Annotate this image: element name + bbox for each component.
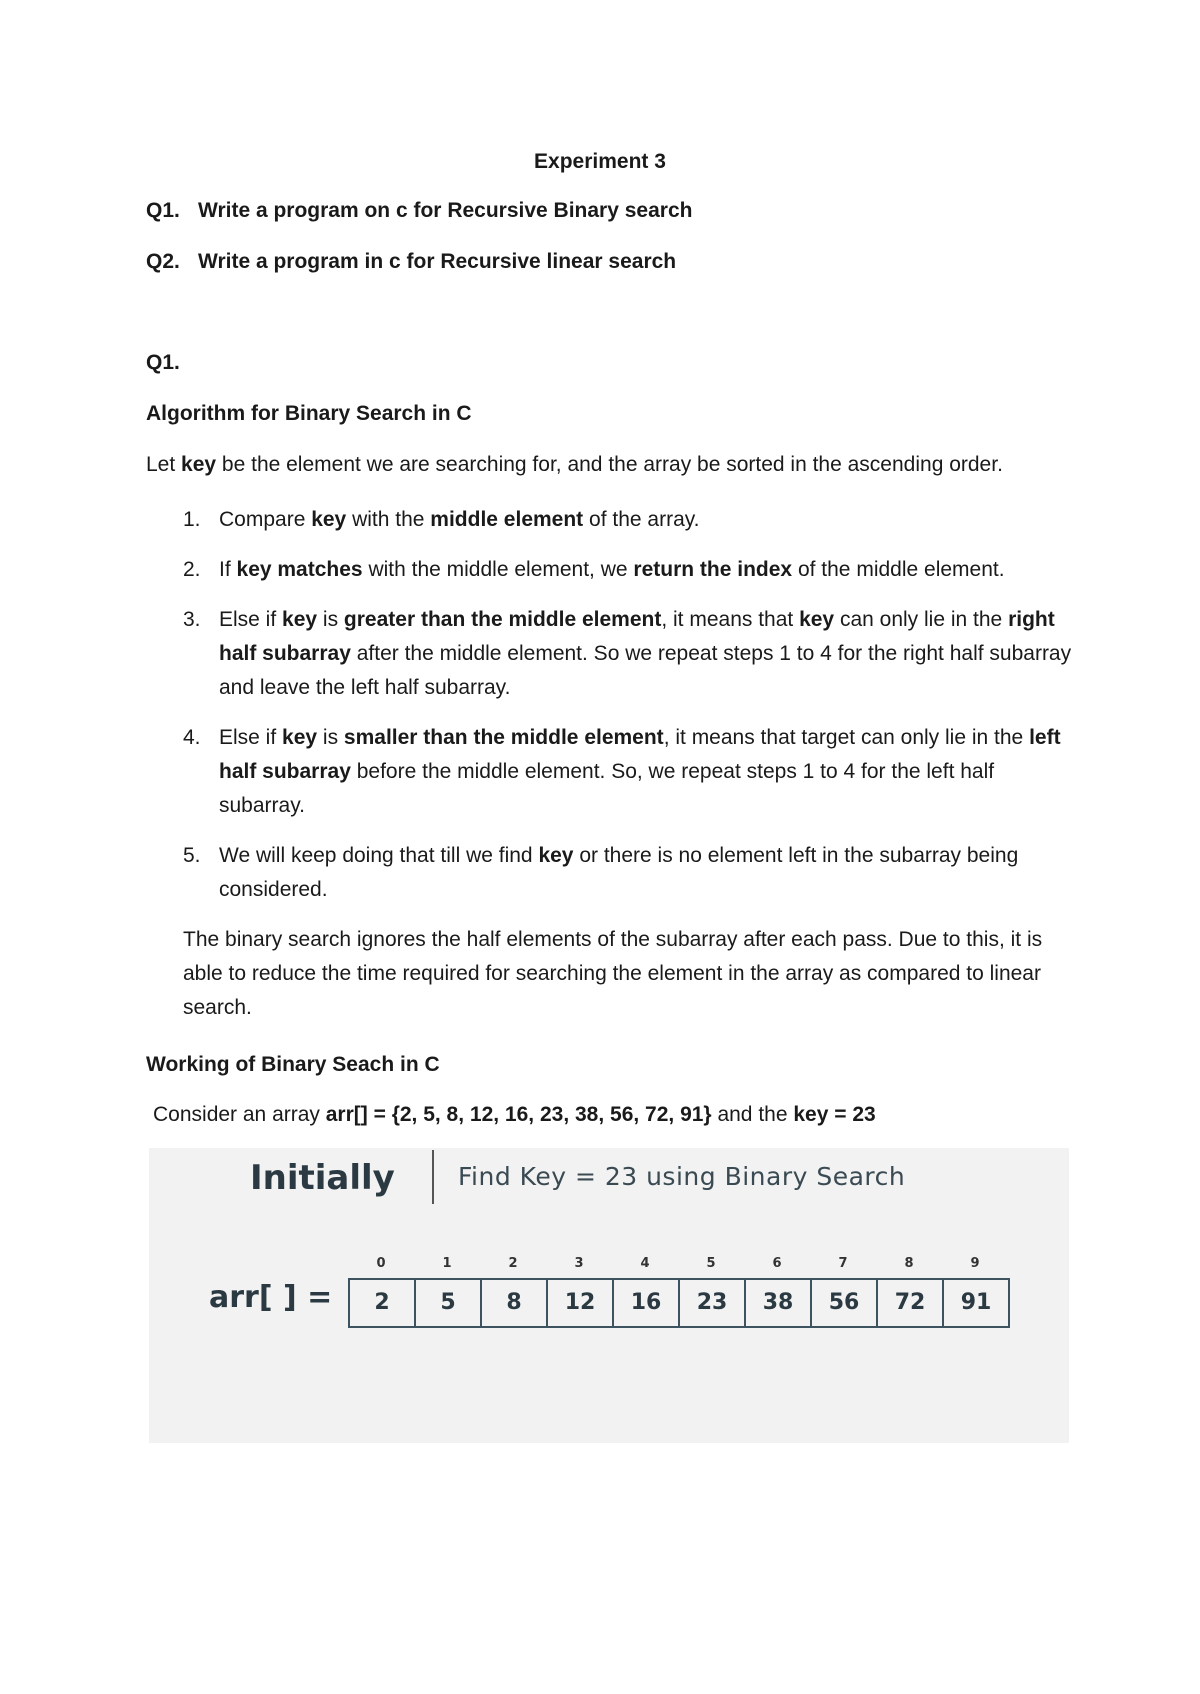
bold-run: arr[] = {2, 5, 8, 12, 16, 23, 38, 56, 72, 91} [325, 1103, 712, 1126]
answer-label: Q1. [146, 351, 180, 374]
text-run: with the [346, 508, 431, 531]
array-index: 3 [574, 1256, 584, 1271]
text-run: and the [711, 1103, 794, 1126]
bold-run: key [181, 453, 217, 476]
array-cell: 2 [350, 1280, 416, 1326]
text-run: is [317, 608, 344, 631]
text-run: of the array. [583, 508, 700, 531]
text-run: or there is no element left in the subarray being considered. [219, 844, 1019, 901]
array-index: 6 [772, 1256, 782, 1271]
array-label: arr[ ] = [209, 1280, 333, 1315]
list-item [146, 721, 1076, 823]
question-text: Write a program in c for Recursive linear search [198, 250, 677, 273]
text-run: is [317, 726, 344, 749]
text-run: Compare [219, 508, 312, 531]
index-row [348, 1256, 1008, 1271]
text-run: of the middle element. [792, 558, 1005, 581]
question-number: Q1. [146, 199, 180, 222]
list-number: 4. [183, 726, 201, 749]
summary-paragraph: The binary search ignores the half elements of the subarray after each pass. Due to this, it is able to reduce the time required for searching the element in the array as compared to linear search. [183, 928, 1043, 1019]
bold-run: smaller than the middle element [343, 726, 664, 749]
question-number: Q2. [146, 250, 180, 273]
array-index: 2 [508, 1256, 518, 1271]
text-run: can only lie in the [834, 608, 1009, 631]
bold-run: return the index [633, 558, 793, 581]
list-number: 1. [183, 508, 201, 531]
text-run: , it means that target can only lie in the [663, 726, 1030, 749]
intro-paragraph [146, 453, 1003, 477]
array-cells [348, 1278, 1010, 1328]
list-item [146, 553, 1076, 587]
question-2 [146, 250, 676, 274]
bold-run: key = 23 [793, 1103, 876, 1126]
array-cell: 91 [960, 1290, 992, 1315]
text-run: , it means that [661, 608, 800, 631]
bold-run: key [311, 508, 347, 531]
bold-run: key matches [236, 558, 363, 581]
question-1 [146, 199, 692, 223]
binary-search-figure [149, 1148, 1069, 1443]
text-run: Consider an array [153, 1103, 326, 1126]
array-index: 5 [706, 1256, 716, 1271]
array-index: 4 [640, 1256, 650, 1271]
list-item [146, 839, 1076, 907]
figure-divider [432, 1150, 434, 1204]
array-index: 7 [838, 1256, 848, 1271]
list-item [146, 503, 1076, 537]
array-index: 8 [904, 1256, 914, 1271]
section-heading: Working of Binary Seach in C [146, 1053, 440, 1076]
text-run: be the element we are searching for, and the array be sorted in the ascending order. [216, 453, 1003, 476]
array-index: 9 [970, 1256, 980, 1271]
array-cell: 72 [878, 1280, 944, 1326]
text-run: after the middle element. So we repeat steps 1 to 4 for the right half subarray and leave the left half subarray. [219, 642, 1072, 699]
bold-run: key [538, 844, 574, 867]
array-cell: 12 [548, 1280, 614, 1326]
array-cell: 8 [482, 1280, 548, 1326]
array-cell: 5 [416, 1280, 482, 1326]
list-number: 2. [183, 558, 201, 581]
array-index: 0 [376, 1256, 386, 1271]
bold-run: greater than the middle element [343, 608, 662, 631]
text-run: We will keep doing that till we find [219, 844, 539, 867]
text-run: If [219, 558, 237, 581]
array-cell: 56 [812, 1280, 878, 1326]
text-run: before the middle element. So, we repeat steps 1 to 4 for the left half subarray. [219, 760, 995, 817]
bold-run: key [282, 726, 318, 749]
text-run: Let [146, 453, 182, 476]
text-run: Else if [219, 726, 283, 749]
question-text: Write a program on c for Recursive Binary search [198, 199, 693, 222]
list-number: 3. [183, 608, 201, 631]
bold-run: key [799, 608, 835, 631]
algorithm-steps [146, 503, 1076, 923]
array-cell: 16 [614, 1280, 680, 1326]
bold-run: key [282, 608, 318, 631]
section-heading: Algorithm for Binary Search in C [146, 402, 472, 425]
text-run: with the middle element, we [362, 558, 634, 581]
bold-run: left half subarray [219, 726, 1061, 783]
array-cell: 23 [680, 1280, 746, 1326]
figure-caption: Find Key = 23 using Binary Search [458, 1162, 906, 1191]
list-item [146, 603, 1076, 705]
list-number: 5. [183, 844, 201, 867]
bold-run: middle element [430, 508, 584, 531]
array-cell: 38 [746, 1280, 812, 1326]
array-index: 1 [442, 1256, 452, 1271]
figure-heading: Initially [250, 1158, 395, 1198]
bold-run: right half subarray [219, 608, 1055, 665]
example-sentence [153, 1103, 876, 1127]
page-title: Experiment 3 [534, 150, 666, 173]
text-run: Else if [219, 608, 283, 631]
